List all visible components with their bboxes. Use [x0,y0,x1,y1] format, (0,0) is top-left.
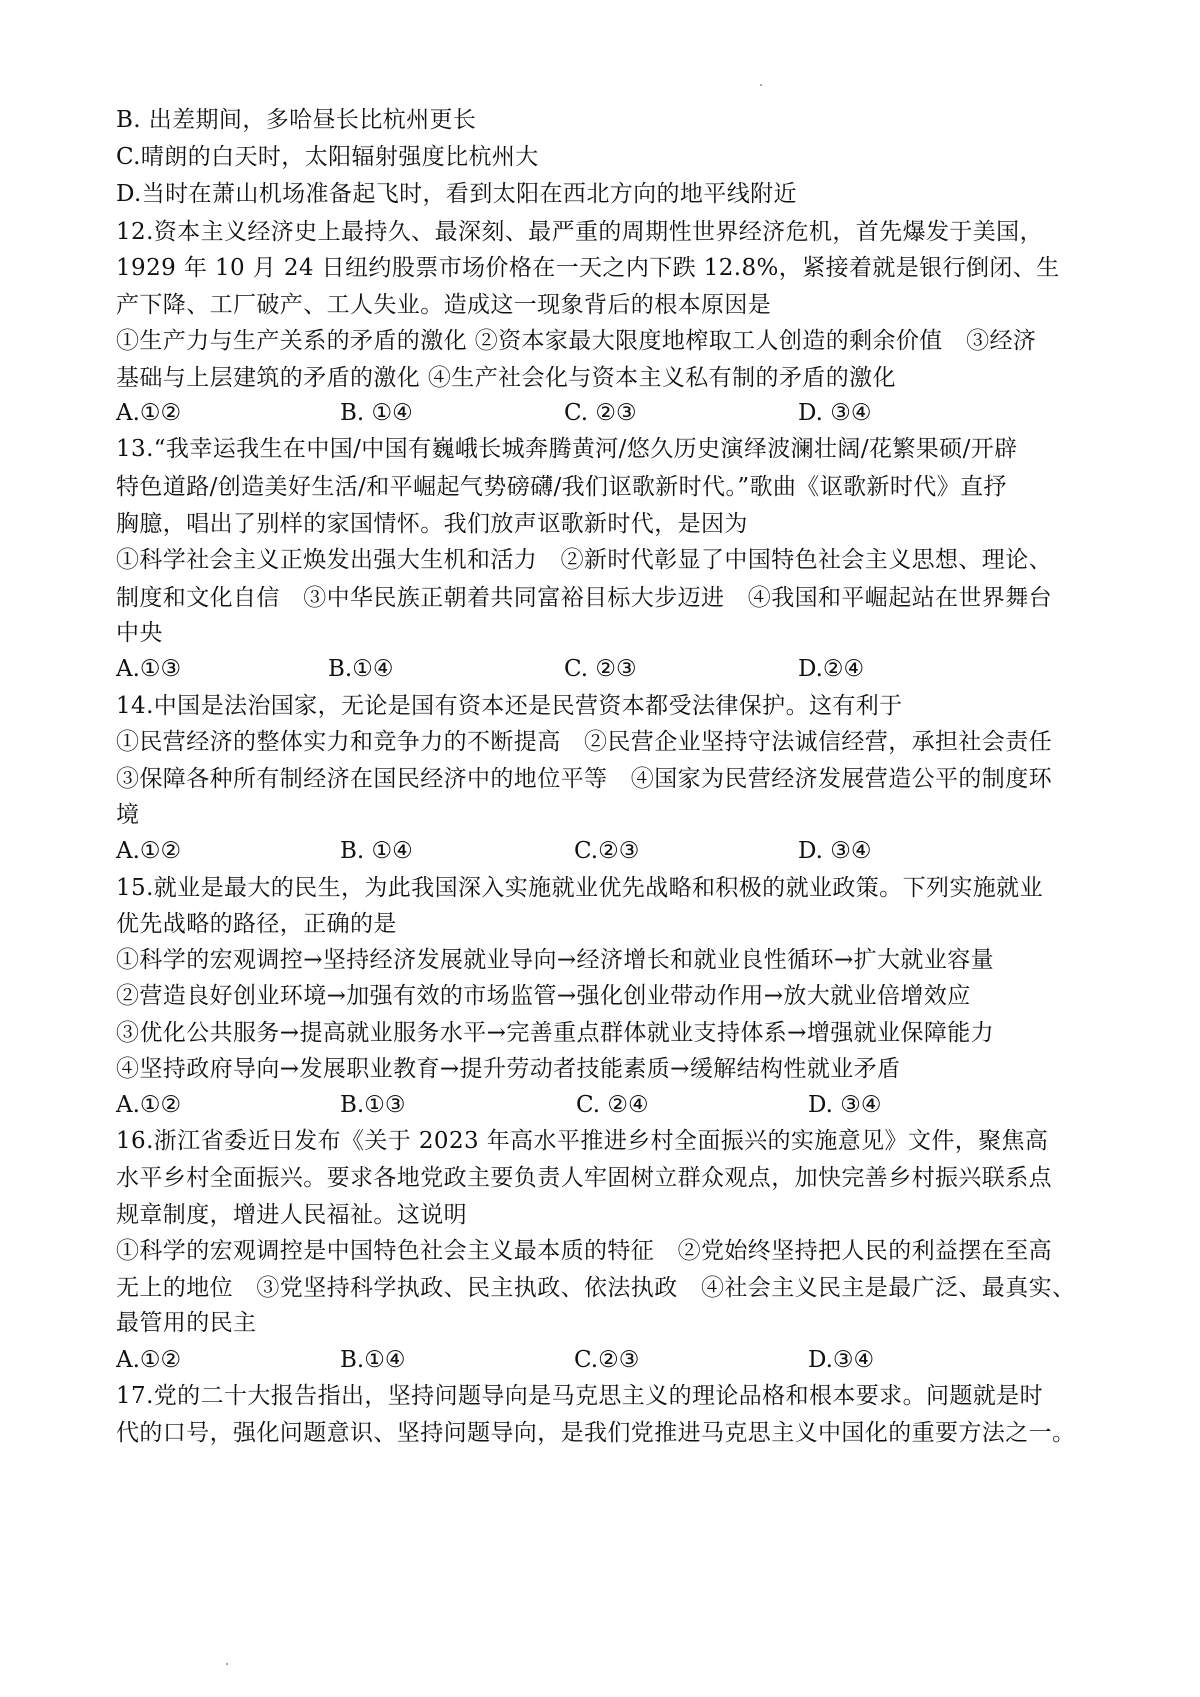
q17-stem-line: 代的口号，强化问题意识、坚持问题导向，是我们党推进马克思主义中国化的重要方法之一。 [116,1420,1076,1446]
q13-statement-line: 中央 [116,620,163,646]
q13-option-a: A.①③ [116,656,182,682]
q16-options [116,1344,1116,1376]
q14-option-c: C.②③ [574,838,640,864]
q13-statement-line: ①科学社会主义正焕发出强大生机和活力 ②新时代彰显了中国特色社会主义思想、理论、 [116,547,1052,573]
q11-option-b: B. 出差期间，多哈昼长比杭州更长 [116,107,477,133]
q14-statement-line: 境 [116,802,140,828]
scan-speck [226,1663,228,1665]
q16-option-d: D.③④ [808,1347,875,1373]
q15-option-a: A.①② [116,1092,182,1118]
q12-stem-line: 产下降、工厂破产、工人失业。造成这一现象背后的根本原因是 [116,292,772,318]
q15-option-b: B.①③ [340,1092,406,1118]
q12-stem-line: 1929 年 10 月 24 日纽约股票市场价格在一天之内下跌 12.8%，紧接着就是银行倒闭、生 [116,255,1060,281]
q12-option-a: A.①② [116,400,182,426]
q11-option-c: C.晴朗的白天时，太阳辐射强度比杭州大 [116,144,539,170]
q14-options [116,835,1116,867]
q14-statement-line: ①民营经济的整体实力和竞争力的不断提高 ②民营企业坚持守法诚信经营，承担社会责任 [116,729,1052,755]
q15-statement-line: ③优化公共服务→提高就业服务水平→完善重点群体就业支持体系→增强就业保障能力 [116,1020,995,1046]
q12-statement-line: 基础与上层建筑的矛盾的激化 ④生产社会化与资本主义私有制的矛盾的激化 [116,365,896,391]
q14-stem-line: 14.中国是法治国家，无论是国有资本还是民营资本都受法律保护。这有利于 [116,693,903,719]
q13-option-c: C. ②③ [564,656,637,682]
q15-statement-line: ①科学的宏观调控→坚持经济发展就业导向→经济增长和就业良性循环→扩大就业容量 [116,947,995,973]
q16-stem-line: 规章制度，增进人民福祉。这说明 [116,1202,467,1228]
q16-option-c: C.②③ [574,1347,640,1373]
q15-stem-line: 15.就业是最大的民生，为此我国深入实施就业优先战略和积极的就业政策。下列实施就业 [116,875,1043,901]
q12-options [116,397,1116,429]
q13-stem-line: 13.“我幸运我生在中国/中国有巍峨长城奔腾黄河/悠久历史演绎波澜壮阔/花繁果硕/开辟 [116,436,1018,462]
q15-statement-line: ②营造良好创业环境→加强有效的市场监管→强化创业带动作用→放大就业倍增效应 [116,983,971,1009]
q17-stem-line: 17.党的二十大报告指出，坚持问题导向是马克思主义的理论品格和根本要求。问题就是时 [116,1383,1043,1409]
q13-stem-line: 特色道路/创造美好生活/和平崛起气势磅礴/我们讴歌新时代。”歌曲《讴歌新时代》直抒 [116,474,1007,500]
q12-stem-line: 12.资本主义经济史上最持久、最深刻、最严重的周期性世界经济危机，首先爆发于美国， [116,219,1043,245]
q13-option-b: B.①④ [328,656,394,682]
q13-option-d: D.②④ [798,656,865,682]
q16-statement-line: 无上的地位 ③党坚持科学执政、民主执政、依法执政 ④社会主义民主是最广泛、最真实、 [116,1275,1076,1301]
q15-option-c: C. ②④ [576,1092,649,1118]
q16-statement-line: ①科学的宏观调控是中国特色社会主义最本质的特征 ②党始终坚持把人民的利益摆在至高 [116,1238,1052,1264]
q12-option-b: B. ①④ [340,400,413,426]
q14-option-a: A.①② [116,838,182,864]
q16-option-b: B.①④ [340,1347,406,1373]
q12-statement-line: ①生产力与生产关系的矛盾的激化 ②资本家最大限度地榨取工人创造的剩余价值 ③经济 [116,328,1037,354]
q13-stem-line: 胸臆，唱出了别样的家国情怀。我们放声讴歌新时代，是因为 [116,511,748,537]
q14-statement-line: ③保障各种所有制经济在国民经济中的地位平等 ④国家为民营经济发展营造公平的制度环 [116,766,1052,792]
q16-option-a: A.①② [116,1347,182,1373]
q13-statement-line: 制度和文化自信 ③中华民族正朝着共同富裕目标大步迈进 ④我国和平崛起站在世界舞台 [116,585,1052,611]
q12-option-d: D. ③④ [798,400,872,426]
q14-option-b: B. ①④ [340,838,413,864]
q16-statement-line: 最管用的民主 [116,1310,257,1336]
q15-option-d: D. ③④ [808,1092,882,1118]
scan-speck [760,84,762,86]
q12-option-c: C. ②③ [564,400,637,426]
q16-stem-line: 16.浙江省委近日发布《关于 2023 年高水平推进乡村全面振兴的实施意见》文件，聚焦高 [116,1128,1049,1154]
q16-stem-line: 水平乡村全面振兴。要求各地党政主要负责人牢固树立群众观点，加快完善乡村振兴联系点 [116,1165,1052,1191]
q15-options [116,1089,1116,1121]
q15-stem-line: 优先战略的路径，正确的是 [116,911,397,937]
q15-statement-line: ④坚持政府导向→发展职业教育→提升劳动者技能素质→缓解结构性就业矛盾 [116,1056,901,1082]
q11-option-d: D.当时在萧山机场准备起飞时，看到太阳在西北方向的地平线附近 [116,181,797,207]
q13-options [116,653,1116,685]
q14-option-d: D. ③④ [798,838,872,864]
